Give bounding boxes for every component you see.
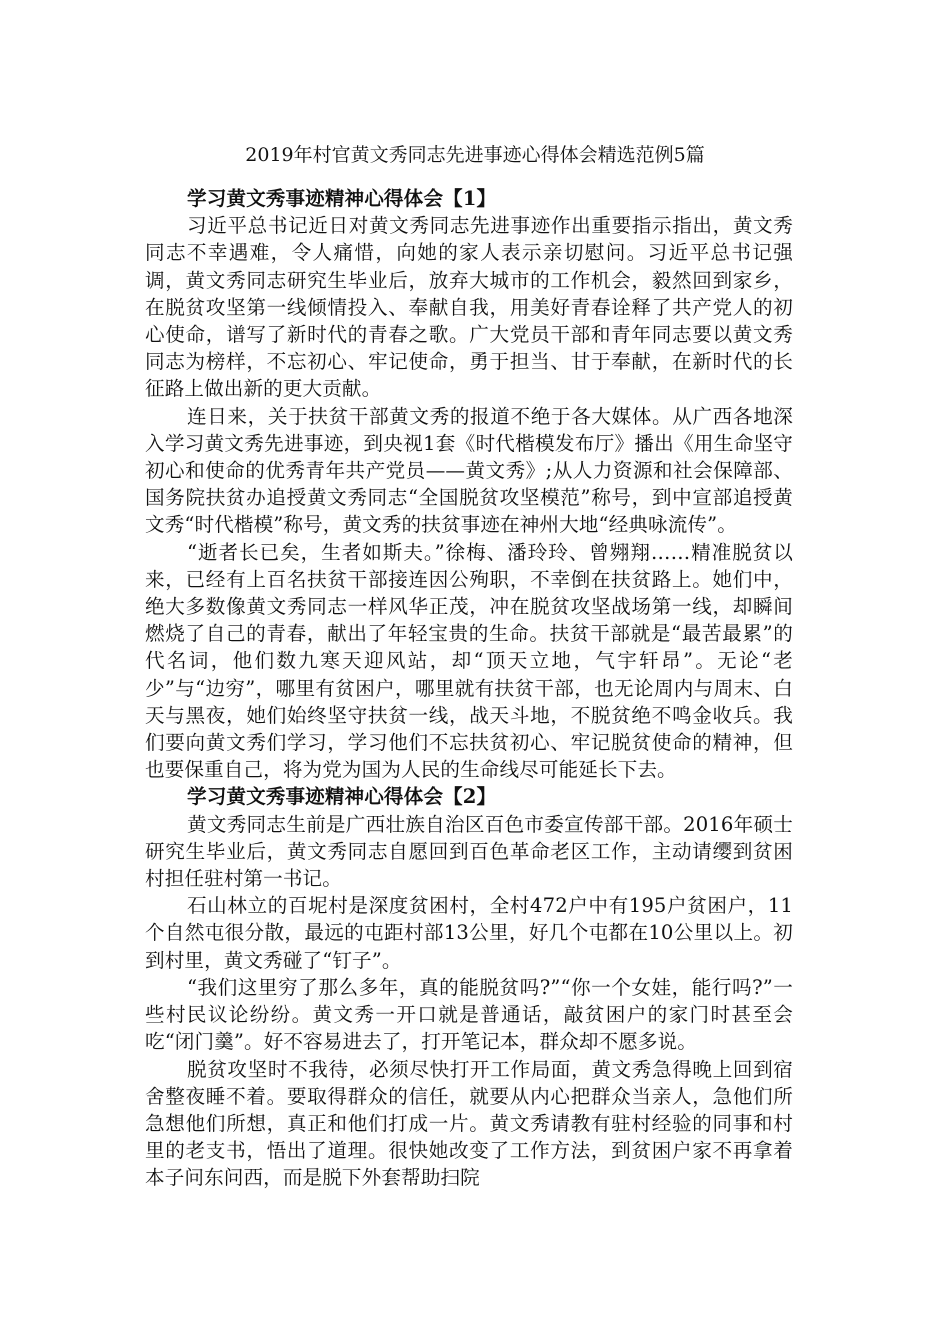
- paragraph: “我们这里穷了那么多年，真的能脱贫吗?”“你一个女娃，能行吗?”一些村民议论纷纷。黄文秀一开口就是普通话，敲贫困户的家门时甚至会吃“闭门羹”。好不容易进去了，打开笔记本，群众却不愿多说。: [145, 975, 793, 1054]
- section-1: [145, 185, 793, 783]
- paragraph: 习近平总书记近日对黄文秀同志先进事迹作出重要指示指出，黄文秀同志不幸遇难，令人痛惜，向她的家人表示亲切慰问。习近平总书记强调，黄文秀同志研究生毕业后，放弃大城市的工作机会，毅然回到家乡，在脱贫攻坚第一线倾情投入、奉献自我，用美好青春诠释了共产党人的初心使命，谱写了新时代的青春之歌。广大党员干部和青年同志要以黄文秀同志为榜样，不忘初心、牢记使命，勇于担当、甘于奉献，在新时代的长征路上做出新的更大贡献。: [145, 214, 793, 401]
- section-heading: 学习黄文秀事迹精神心得体会【1】: [187, 187, 497, 210]
- paragraph: 连日来，关于扶贫干部黄文秀的报道不绝于各大媒体。从广西各地深入学习黄文秀先进事迹，到央视1套《时代楷模发布厅》播出《用生命坚守初心和使命的优秀青年共产党员——黄文秀》;从人力资源和社会保障部、国务院扶贫办追授黄文秀同志“全国脱贫攻坚模范”称号，到中宣部追授黄文秀“时代楷模”称号，黄文秀的扶贫事迹在神州大地“经典咏流传”。: [145, 404, 793, 537]
- paragraph: 黄文秀同志生前是广西壮族自治区百色市委宣传部干部。2016年硕士研究生毕业后，黄文秀同志自愿回到百色革命老区工作，主动请缨到贫困村担任驻村第一书记。: [145, 812, 793, 891]
- paragraph: 脱贫攻坚时不我待，必须尽快打开工作局面，黄文秀急得晚上回到宿舍整夜睡不着。要取得群众的信任，就要从内心把群众当亲人，急他们所急想他们所想，真正和他们打成一片。黄文秀请教有驻村经验的同事和村里的老支书，悟出了道理。很快她改变了工作方法，到贫困户家不再拿着本子问东问西，而是脱下外套帮助扫院: [145, 1057, 793, 1190]
- document-body: [145, 185, 793, 1192]
- paragraph: 石山林立的百坭村是深度贫困村，全村472户中有195户贫困户，11个自然屯很分散，最远的屯距村部13公里，好几个屯都在10公里以上。初到村里，黄文秀碰了“钉子”。: [145, 894, 793, 972]
- section-heading: 学习黄文秀事迹精神心得体会【2】: [187, 785, 497, 809]
- document-title: 2019年村官黄文秀同志先进事迹心得体会精选范例5篇: [245, 144, 705, 166]
- paragraph: “逝者长已矣，生者如斯夫。”徐梅、潘玲玲、曾翙翔……精准脱贫以来，已经有上百名扶贫干部接连因公殉职，不幸倒在扶贫路上。她们中，绝大多数像黄文秀同志一样风华正茂，冲在脱贫攻坚战场第一线，却瞬间燃烧了自己的青春，献出了年轻宝贵的生命。扶贫干部就是“最苦最累”的代名词，他们数九寒天迎风站，却“顶天立地，气宇轩昂”。无论“老少”与“边穷”，哪里有贫困户，哪里就有扶贫干部，也无论周内与周末、白天与黑夜，她们始终坚守扶贫一线，战天斗地，不脱贫绝不鸣金收兵。我们要向黄文秀们学习，学习他们不忘扶贫初心、牢记脱贫使命的精神，但也要保重自己，将为党为国为人民的生命线尽可能延长下去。: [145, 540, 793, 782]
- section-2: [145, 783, 793, 1191]
